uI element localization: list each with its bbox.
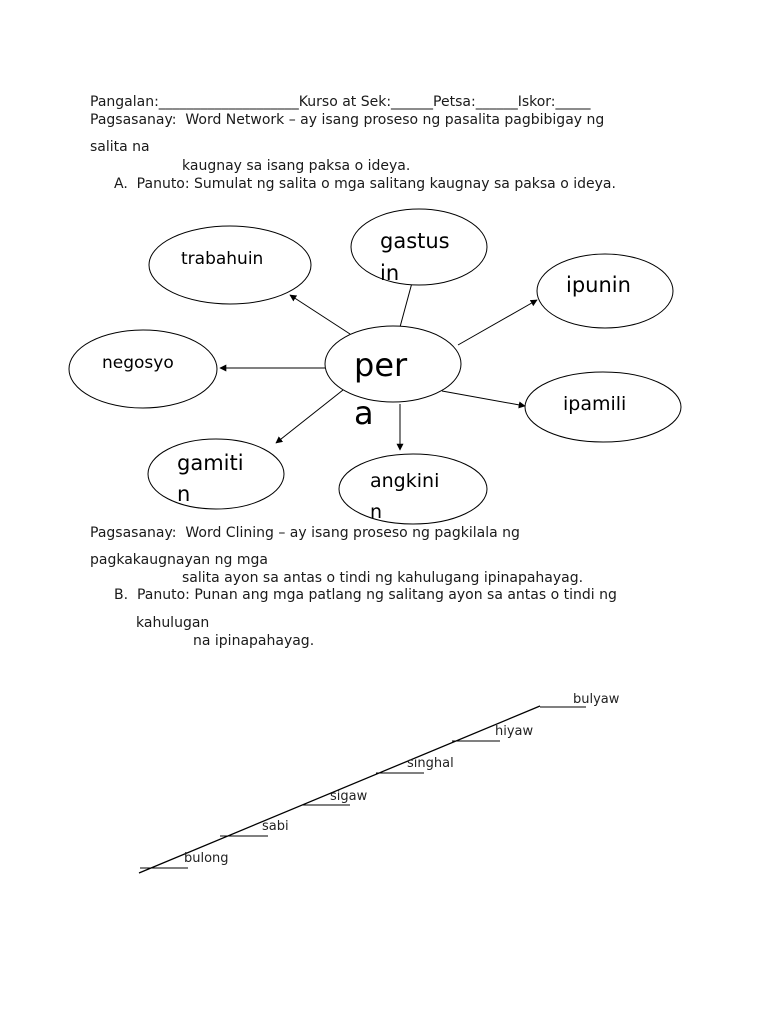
exercise-a-title: Pagsasanay: Word Network – ay isang proseso ng pasalita pagbibigay ng xyxy=(90,112,605,128)
node-label-ipamili: ipamili xyxy=(563,393,627,415)
cline-label-singhal: singhal xyxy=(407,756,454,771)
arrow-to-ipamili xyxy=(442,391,525,406)
node-label-angkinin: angkini n xyxy=(370,470,440,523)
cline-label-hiyaw: hiyaw xyxy=(495,724,534,739)
node-label-trabahuin: trabahuin xyxy=(181,249,264,269)
exercise-a-title-cont: salita na xyxy=(90,139,150,155)
student-info-header: Pangalan:____________________Kurso at Sek:______Petsa:______Iskor:_____ xyxy=(90,94,591,110)
exercise-b-title: Pagsasanay: Word Clining – ay isang proseso ng pagkilala ng xyxy=(90,525,520,541)
arrow-to-ipunin xyxy=(458,300,537,345)
arrow-to-trabahuin xyxy=(290,295,350,334)
exercise-a-instruction: A. Panuto: Sumulat ng salita o mga salitang kaugnay sa paksa o ideya. xyxy=(114,176,616,192)
cline-label-bulyaw: bulyaw xyxy=(573,692,620,707)
node-label-ipunin: ipunin xyxy=(566,273,631,297)
center-node-label: per a xyxy=(354,346,408,432)
cline-label-sabi: sabi xyxy=(262,819,289,834)
node-label-gastusin: gastus in xyxy=(380,229,450,285)
exercise-b-instruction-cont2: na ipinapahayag. xyxy=(193,633,315,649)
exercise-b-instruction: B. Panuto: Punan ang mga patlang ng salitang ayon sa antas o tindi ng xyxy=(114,587,617,603)
cline-label-sigaw: sigaw xyxy=(330,789,368,804)
exercise-a-title-cont2: kaugnay sa isang paksa o ideya. xyxy=(182,158,411,174)
cline-label-bulong: bulong xyxy=(184,851,229,866)
node-label-gamitin: gamiti n xyxy=(177,451,244,506)
exercise-b-instruction-cont: kahulugan xyxy=(136,615,210,631)
exercise-b-title-cont2: salita ayon sa antas o tindi ng kahulugang ipinapahayag. xyxy=(182,570,584,586)
arrow-to-gamitin xyxy=(276,390,343,443)
exercise-b-title-cont: pagkakaugnayan ng mga xyxy=(90,552,268,568)
node-label-negosyo: negosyo xyxy=(102,353,174,373)
